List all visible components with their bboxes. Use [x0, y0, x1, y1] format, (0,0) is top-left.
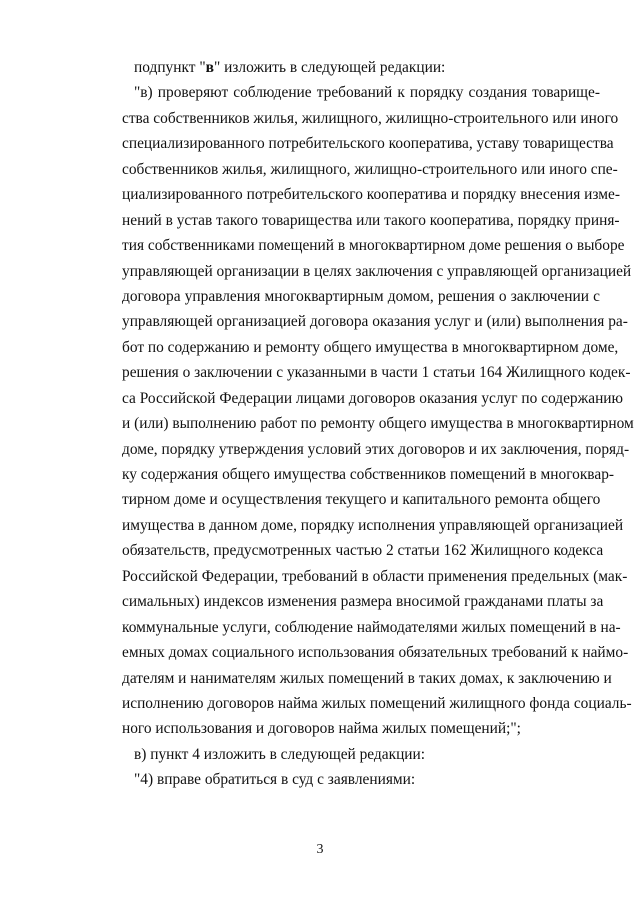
paragraph-line: договора управления многоквартирным домом, решения о заключении с — [122, 287, 600, 305]
item-v-line: в) пункт 4 изложить в следующей редакции: — [134, 745, 426, 763]
intro-text-bold: в — [205, 59, 214, 76]
item-4-line: "4) вправе обратиться в суд с заявлениями: — [134, 771, 416, 789]
paragraph-line: тирном доме и осуществления текущего и капитального ремонта общего — [122, 491, 601, 509]
paragraph-line: емных домах социального использования обязательных требований к наймо- — [122, 644, 629, 662]
paragraph-line: собственников жилья, жилищного, жилищно-строительного или иного спе- — [122, 160, 618, 178]
paragraph-line: обязательств, предусмотренных частью 2 статьи 162 Жилищного кодекса — [122, 542, 604, 560]
intro-line — [122, 55, 600, 80]
paragraph-line: дателям и нанимателям жилых помещений в таких домах, к заключению и — [122, 669, 612, 687]
paragraph-line: специализированного потребительского кооператива, уставу товарищества — [122, 135, 614, 153]
paragraph-line: бот по содержанию и ремонту общего имущества в многоквартирном доме, — [122, 338, 619, 356]
paragraph-line: управляющей организацией договора оказания услуг и (или) выполнения ра- — [122, 313, 628, 331]
intro-text-after: " изложить в следующей редакции: — [213, 59, 446, 76]
paragraph-line: исполнению договоров найма жилых помещений жилищного фонда социаль- — [122, 694, 632, 712]
paragraph-line: нений в устав такого товарищества или такого кооператива, порядку приня- — [122, 211, 620, 229]
paragraph-line: имущества в данном доме, порядку исполнения управляющей организацией — [122, 516, 624, 534]
paragraph-line: са Российской Федерации лицами договоров оказания услуг по содержанию — [122, 389, 624, 407]
paragraph-line: доме, порядку утверждения условий этих договоров и их заключения, поряд- — [122, 440, 630, 458]
paragraph-line: циализированного потребительского кооператива и порядку внесения изме- — [122, 186, 620, 204]
paragraph-line: ства собственников жилья, жилищного, жилищно-строительного или иного — [122, 109, 619, 127]
paragraph-line: и (или) выполнению работ по ремонту общего имущества в многоквартирном — [122, 415, 634, 433]
paragraph-line: решения о заключении с указанными в части 1 статьи 164 Жилищного кодек- — [122, 364, 631, 382]
paragraph-line: тия собственниками помещений в многоквартирном доме решения о выборе — [122, 237, 625, 255]
paragraph-line: Российской Федерации, требований в области применения предельных (мак- — [122, 567, 628, 585]
paragraph-v — [122, 80, 634, 741]
document-body — [122, 55, 634, 793]
paragraph-line: коммунальные услуги, соблюдение наймодателями жилых помещений в на- — [122, 618, 621, 636]
paragraph-line: ку содержания общего имущества собственников помещений в многоквар- — [122, 466, 615, 483]
intro-text-before: подпункт " — [134, 59, 206, 76]
paragraph-line: управляющей организации в целях заключения с управляющей организацией — [122, 262, 632, 280]
paragraph-line: "в) проверяют соблюдение требований к порядку создания товарище- — [134, 84, 600, 102]
paragraph-line: симальных) индексов изменения размера вносимой гражданами платы за — [122, 593, 604, 611]
page-number: 3 — [316, 842, 324, 857]
paragraph-line: ного использования и договоров найма жилых помещений;"; — [122, 720, 521, 738]
